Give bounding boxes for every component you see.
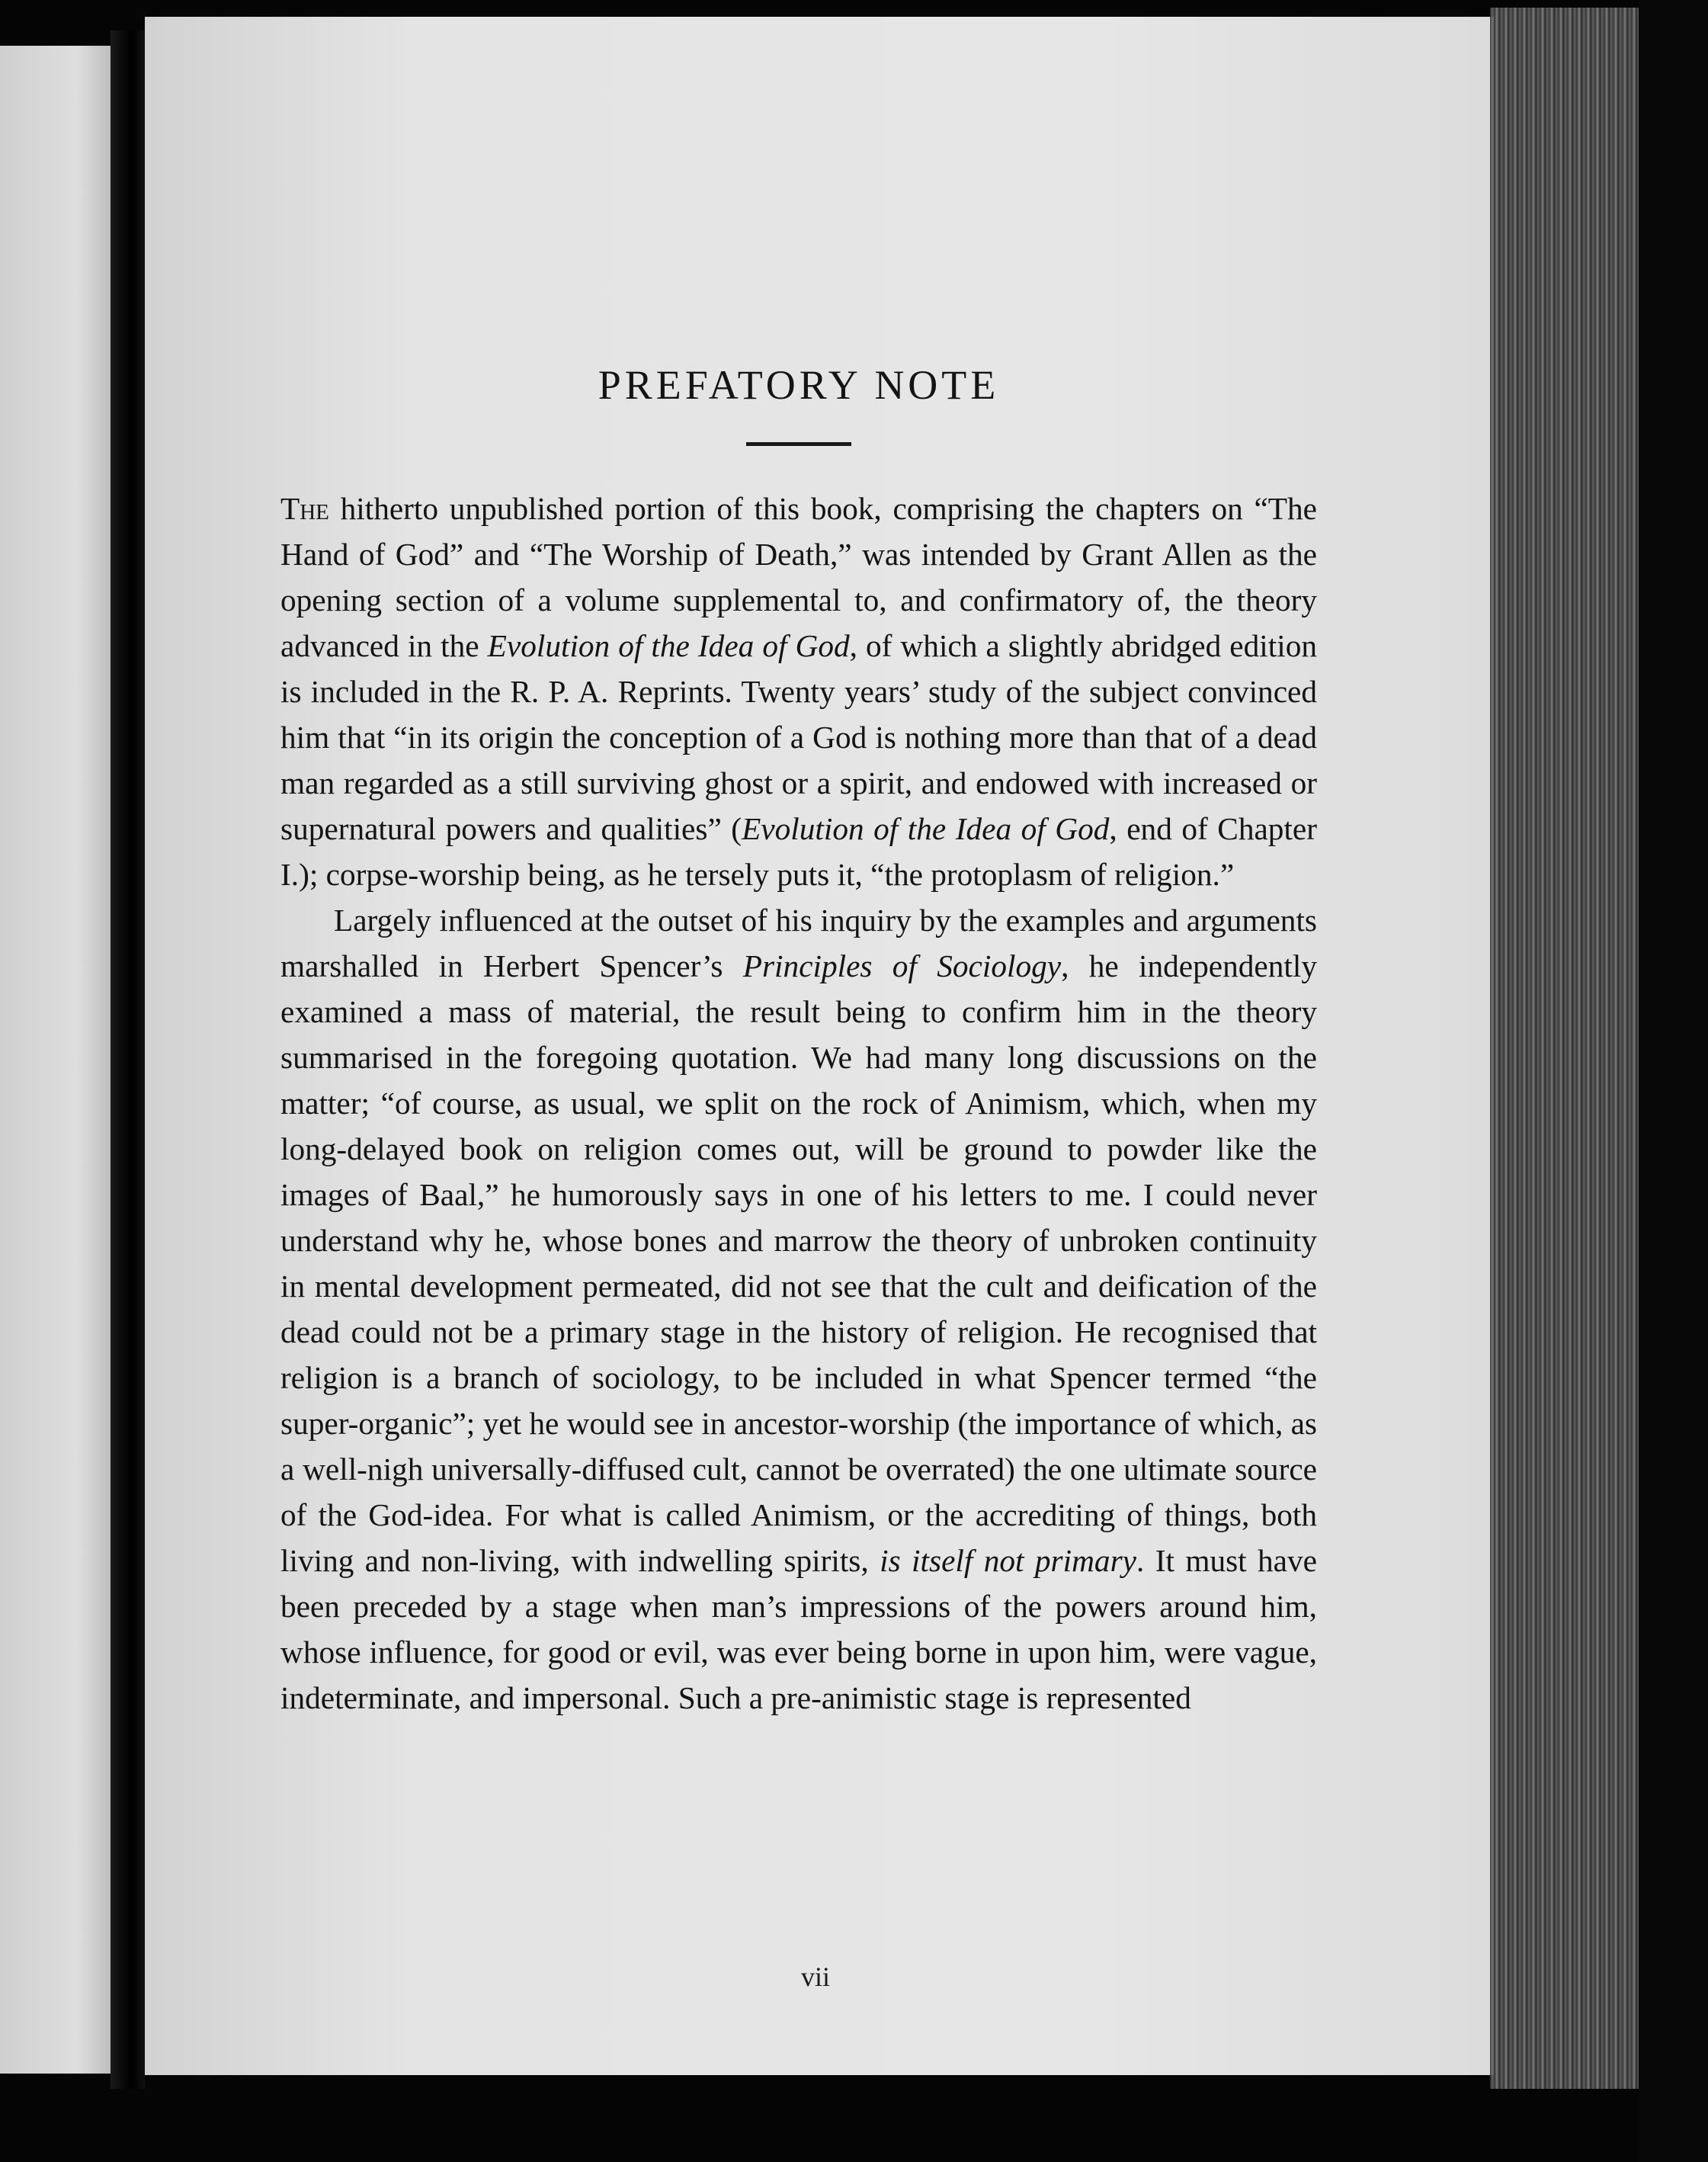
page-block-edge bbox=[1490, 8, 1642, 2089]
italic-title: Evolution of the Idea of God bbox=[742, 811, 1110, 846]
previous-page-edge bbox=[0, 46, 111, 2074]
text-run: , end of Chapter I.); corpse-worship being, as he tersely puts it, “the protoplasm of religion.” bbox=[280, 811, 1317, 892]
page-heading: PREFATORY NOTE bbox=[598, 362, 1000, 408]
italic-title: Principles of Sociology bbox=[742, 948, 1062, 983]
paragraph-1 bbox=[280, 486, 1317, 897]
text-run: Largely influenced at the outset of his inquiry by the examples and arguments marshalled in Herbert Spencer’s bbox=[280, 903, 1317, 983]
opening-word: The bbox=[280, 491, 329, 526]
text-run: hitherto unpublished portion of this book, comprising the chapters on “The Hand of God” and “The Worship of Death,” was intended by Grant Allen as the opening section of a volume supplemental to, and confirmatory of, the theory advanced in the bbox=[280, 491, 1317, 663]
scan-background-edge bbox=[1639, 0, 1708, 2162]
text-run: . It must have been preceded by a stage when man’s impressions of the powers around him, whose influence, for good or evil, was ever being borne in upon him, were vague, indeterminate, and impersonal. Such a pre-animistic stage is represented bbox=[280, 1543, 1317, 1715]
text-run: , he independently examined a mass of material, the result being to confirm him in the theory summarised in the foregoing quotation. We had many long discussions on the matter; “of course, as usual, we split on the rock of Animism, which, when my long-delayed book on religion comes out, will be ground to powder like the images of Baal,” he humorously says in one of his letters to me. I could never understand why he, whose bones and marrow the theory of unbroken continuity in mental development permeated, did not see that the cult and deification of the dead could not be a primary stage in the history of religion. He recognised that religion is a branch of sociology, to be included in what Spencer termed “the super-organic”; yet he would see in ancestor-worship (the importance of which, as a well-nigh universally-diffused cult, cannot be overrated) the one ultimate source of the God-idea. For what is called Animism, or the accrediting of things, both living and non-living, with indwelling spirits, bbox=[280, 948, 1317, 1578]
page-text bbox=[280, 358, 1317, 1721]
book-gutter bbox=[111, 30, 145, 2089]
text-run: , of which a slightly abridged edition is included in the R. P. A. Reprints. Twenty years’ study of the subject convinced him that “in its origin the conception of a God is nothing more than that of a dead man regarded as a still surviving ghost or a spirit, and endowed with increased or supernatural powers and qualities” ( bbox=[280, 628, 1318, 846]
page-number: vii bbox=[800, 1962, 830, 1992]
heading-rule bbox=[746, 442, 851, 446]
italic-title: Evolution of the Idea of God bbox=[487, 628, 850, 663]
italic-emphasis: is itself not primary bbox=[880, 1543, 1136, 1578]
paragraph-2 bbox=[280, 897, 1317, 1721]
